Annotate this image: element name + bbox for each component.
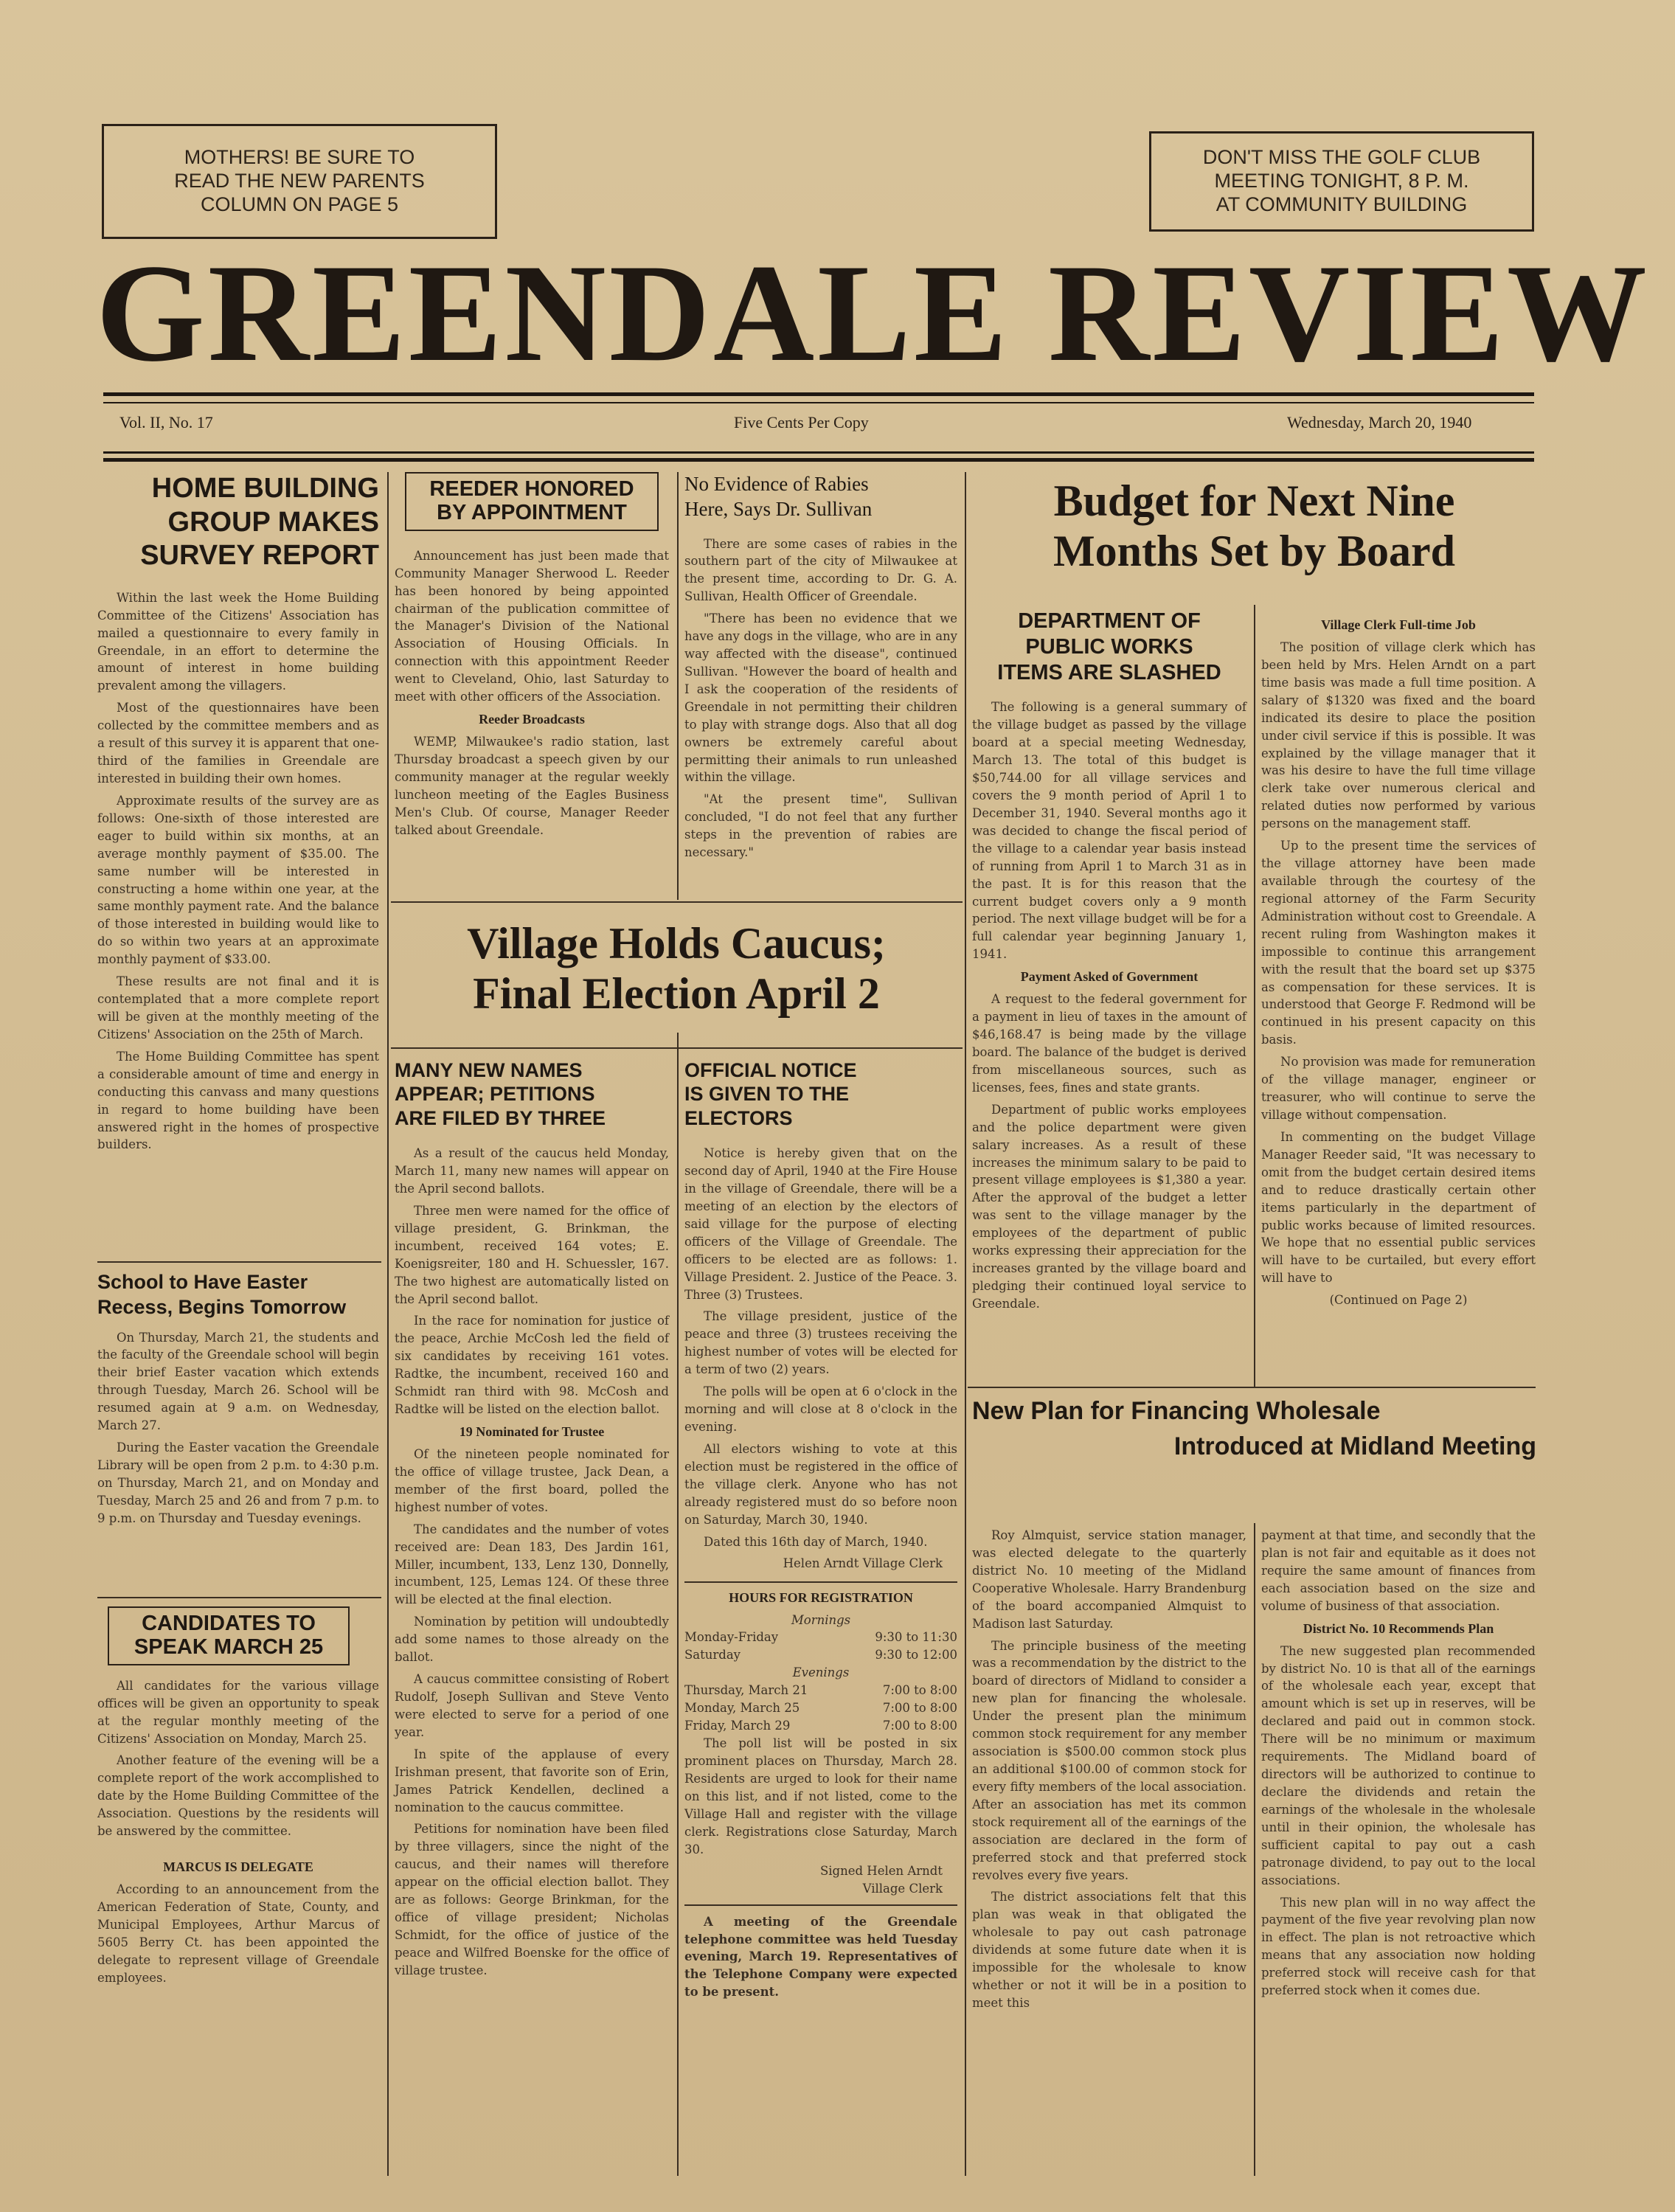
divider-col1 [387,472,389,2176]
hours-table [684,1612,957,1735]
rabies-p2: "There has been no evidence that we have any dogs in the village, who are in any way affected with the disease", continued Sullivan. "However the board of health and I ask the cooperation of the residents of Greendale in not permitting their children to play with strange dogs. Also that all dog owners be extremely careful about permitting their animals to run unleashed within the village. [684,611,957,785]
names-p7: A caucus committee consisting of Robert Rudolf, Joseph Sullivan and Steve Vento were elected to serve for a period of one year. [395,1672,669,1739]
ear-left-text: MOTHERS! BE SURE TO READ THE NEW PARENTS COLUMN ON PAGE 5 [174,146,425,215]
rule-above-hours [684,1581,957,1583]
folio-rule-bottom [103,458,1534,462]
candidates-p2: Another feature of the evening will be a complete report of the work accomplished to date by the Home Building Committee of the Association. Questions by the residents will be answered by the committee. [97,1753,379,1839]
hours-row [684,1646,957,1664]
mornings-label: Mornings [791,1612,851,1627]
divider-col2-bottom [677,1033,679,2176]
volume-number: Vol. II, No. 17 [119,413,213,431]
masthead-rule-top [103,392,1534,396]
wholesale-col2-p3: This new plan will in no way affect the payment of the five year revolving plan now in effect. The plan is not retroactive which means that any association now holding preferred stock will receive cash for that preferred stock when it comes due. [1261,1895,1536,1998]
wholesale-headline-block [972,1394,1536,1464]
candidates-headline: CANDIDATES TO SPEAK MARCH 25 [108,1606,350,1665]
ear-right-text: DON'T MISS THE GOLF CLUB MEETING TONIGHT, 8 P. M. AT COMMUNITY BUILDING [1202,146,1481,215]
marcus-p1: According to an announcement from the American Federation of State, County, and Municipal Employees, Arthur Marcus of 5605 Berry Ct. has been appointed the delegate to represent village of Greendale employees. [97,1882,379,1985]
wholesale-p3: The district associations felt that this plan was weak in that obligated the wholesale to pay out cash patronage dividends at some future date when it is impossible for the wholesale to know whether or not it will be in a position to meet this [972,1890,1246,2010]
names-p8: In spite of the applause of every Irishman present, that favorite son of Erin, James Patrick Kendellen, declined a nomination to the caucus committee. [395,1747,669,1814]
rule-above-telephone [684,1904,957,1906]
village-clerk-subhead: Village Clerk Full-time Job [1321,617,1476,632]
price: Five Cents Per Copy [734,413,869,431]
notice-p4: All electors wishing to vote at this election must be registered in the office of the village clerk. Anyone who has not already registered must do so before noon on Saturday, March 30, 1940. [684,1441,957,1527]
names-p3: In the race for nomination for justice of the peace, Archie McCosh led the field of six candidates by receiving 161 votes. Radtke, the incumbent, received 160 and Schmidt ran third with 98. McCosh and Radtke will be listed on the election ballot. [395,1314,669,1417]
home-building-p1: Within the last week the Home Building Committee of the Citizens' Association has mailed a questionnaire to every family in Greendale, in an effort to determine the amount of interest in home building prevalent among the villagers. [97,590,379,693]
masthead-rule-thin [103,402,1534,403]
notice-article [684,1058,957,2005]
home-building-p4: These results are not final and it is contemplated that a more complete report will be given at the monthly meeting of the Citizens' Association on the 25th of March. [97,974,379,1041]
rabies-p3: "At the present time", Sullivan concluded, "I do not feel that any further steps in the prevention of rabies are necessary." [684,792,957,860]
department-headline: DEPARTMENT OF PUBLIC WORKS ITEMS ARE SLASHED [997,609,1221,684]
home-building-article [97,472,379,1158]
home-building-p3: Approximate results of the survey are as follows: One-sixth of those interested are eager to build within six months, at an average monthly payment of $35.00. The same number will be interested in constructing a home within one year, at the same monthly payment rate. And the balance of those interested in building would like to do so within two years at an approximate monthly payment of $33.00. [97,793,379,967]
ear-right-box [1149,131,1534,232]
continued-note: (Continued on Page 2) [1329,1293,1468,1308]
rabies-article [684,472,957,866]
rule-under-rabies [391,901,963,903]
wholesale-p2: The principle business of the meeting was a recommendation by the district to the board of directors of Midland to consider a new plan for financing the wholesale. Under the present plan the minimum common stock requirement for any member association is $500.00 common stock plus an additional $100.00 of common stock for every fifty members of the local association. After an association has met its common stock requirement all of the earnings of the association are declared in the form of preferred stock and that preferred stock revolves every five years. [972,1638,1246,1882]
hours-title: HOURS FOR REGISTRATION [729,1589,913,1605]
notice-signature: Helen Arndt Village Clerk [783,1556,943,1571]
names-p5: The candidates and the number of votes received are: Dean 183, Des Jardin 161, Miller, incumbent, 133, Lenz 130, Donnelly, incumbent, 125, Lemas 124. Of these three will be elected at the final election. [395,1522,669,1607]
budget-col2-p1: The position of village clerk which has been held by Mrs. Helen Arndt on a part time basis was made a full time position. A salary of $1320 was fixed and the board indicated its desire to place the position under civil service if this is possible. It was explained by the village manager that it was his desire to have the full time village clerk take over numerous clerical and related duties now performed by various persons on the management staff. [1261,640,1536,831]
telephone-note: A meeting of the Greendale telephone committee was held Tuesday evening, March 19. Representatives of the Telephone Company were expected to be present. [684,1914,957,2000]
easter-p2: During the Easter vacation the Greendale Library will be open from 2 p.m. to 4:30 p.m. on Thursday, March 21, and on Monday and Tuesday, March 25 and 26 and from 7 p.m. to 9 p.m. on Thursday and Tuesday evenings. [97,1440,379,1525]
rabies-p1: There are some cases of rabies in the southern part of the city of Milwaukee at the present time, according to Dr. G. A. Sullivan, Health Officer of Greendale. [684,536,957,604]
reeder-article [395,472,669,844]
rabies-headline: No Evidence of Rabies Here, Says Dr. Sullivan [684,473,873,520]
reeder-p2: WEMP, Milwaukee's radio station, last Thursday broadcast a speech given by our community manager at the regular weekly luncheon meeting of the Eagles Business Men's Club. Of course, Manager Reeder talked about Greendale. [395,735,669,837]
notice-headline: OFFICIAL NOTICE IS GIVEN TO THE ELECTORS [684,1059,857,1129]
budget-col2-p4: In commenting on the budget Village Manager Reeder said, "It was necessary to omit from the budget certain desired items and to reduce drastically certain other items particularly in the department of public works because of limited resources. We hope that no essential public services will have to be curtailed, but every effort will have to [1261,1129,1536,1286]
notice-p2: The village president, justice of the peace and three (3) trustees receiving the highest number of votes will be elected for a term of two (2) years. [684,1309,957,1377]
reeder-headline: REEDER HONORED BY APPOINTMENT [405,472,659,531]
budget-p1: The following is a general summary of the village budget as passed by the village board at a special meeting Wednesday, March 13. The total of this budget is $50,744.00 for all village services and covers the 9 month period of April 1 to December 31, 1940. Several months ago it was decided to change the fiscal period of the village to a calendar year basis instead of running from April 1 to March 31 as in the past. It is for this reason that the current budget covers only a 9 month period. The next village budget will be for a full calendar year beginning January 1, 1941. [972,700,1246,962]
budget-headline: Budget for Next Nine Months Set by Board [1052,476,1456,576]
names-p6: Nomination by petition will undoubtedly add some names to those already on the ballot. [395,1615,669,1665]
divider-budget [1254,605,1255,1387]
hours-time: 9:30 to 12:00 [875,1648,957,1663]
hours-time: 7:00 to 8:00 [882,1719,957,1733]
home-building-p2: Most of the questionnaires have been collected by the committee members and as a result of this survey it is apparent that one-third of the families in Greendale are interested in building their own homes. [97,701,379,786]
evenings-label: Evenings [792,1665,850,1680]
district-subhead: District No. 10 Recommends Plan [1303,1620,1494,1636]
budget-p2: A request to the federal government for a payment in lieu of taxes in the amount of $46,168.47 is being made by the village board. The balance of the budget is derived from miscellaneous sources, such as licenses, fees, fines and state grants. [972,992,1246,1095]
hours-day: Monday-Friday [684,1630,779,1645]
rule-under-home-building [97,1261,381,1263]
names-p2: Three men were named for the office of village president, G. Brinkman, the incumbent, received 164 votes; E. Koenigsreiter, 180 and H. Schuessler, 167. The two highest are automatically listed on the April second ballot. [395,1203,669,1306]
issue-date: Wednesday, March 20, 1940 [1287,413,1472,431]
hours-day: Thursday, March 21 [684,1683,808,1698]
hours-day: Monday, March 25 [684,1701,800,1716]
home-building-p5: The Home Building Committee has spent a considerable amount of time and energy in conducting this canvass and many questions in regard to home building have been answered right in the homes of prospective builders. [97,1049,379,1152]
wholesale-headline-line1: New Plan for Financing Wholesale [972,1397,1381,1425]
notice-p1: Notice is hereby given that on the second day of April, 1940 at the Fire House in the village of Greendale, there will be a meeting of an election by the electors of said village for the purpose of electing officers of the Village of Greendale. The officers to be elected are as follows: 1. Village President. 2. Justice of the Peace. 3. Three (3) Trustees. [684,1146,957,1302]
divider-col2-top [677,472,679,900]
divider-col3 [965,472,966,2176]
reeder-broadcasts-subhead: Reeder Broadcasts [479,712,585,727]
hours-day: Friday, March 29 [684,1719,791,1733]
caucus-headline: Village Holds Caucus; Final Election April 2 [467,919,886,1019]
notice-signed: Signed Helen Arndt Village Clerk [819,1864,943,1896]
home-building-headline: HOME BUILDING GROUP MAKES SURVEY REPORT [140,473,379,572]
candidates-article [97,1606,379,1991]
budget-article-col2 [1261,609,1536,1308]
masthead-title: GREENDALE REVIEW [96,236,1650,391]
rule-under-caucus [391,1047,963,1049]
folio-rule-top [103,451,1534,454]
hours-row [684,1629,957,1646]
hours-time: 7:00 to 8:00 [882,1701,957,1716]
budget-col2-p2: Up to the present time the services of the village attorney have been made available through the courtesy of the regional attorney of the Farm Security Administration without cost to Greendale. A recent ruling from Washington makes it impossible to continue this arrangement with the result that the board set up $375 as compensation for these services. It is understood that George F. Redmond will be continued in his present capacity on this basis. [1261,839,1536,1047]
rule-under-budget [968,1387,1536,1388]
wholesale-headline-line2: Introduced at Midland Meeting [1173,1432,1536,1460]
names-p9: Petitions for nomination have been filed by three villagers, since the night of the caucus, and their names will therefore appear on the official election ballot. They are as follows: George Brinkman, for the office of village president; Nicholas Schmidt, for the office of justice of the peace and Wilfred Boenske for the office of village trustee. [395,1822,669,1977]
names-headline: MANY NEW NAMES APPEAR; PETITIONS ARE FILED BY THREE [395,1059,606,1129]
easter-article [97,1270,379,1532]
divider-wholesale [1254,1523,1255,2176]
reeder-p1: Announcement has just been made that Community Manager Sherwood L. Reeder has been honored by being appointed chairman of the publication committee of the Manager's Division of the National Association of Housing Officials. In connection with this appointment Reeder went to Cleveland, Ohio, last Saturday to meet with other officers of the Association. [395,548,669,704]
names-p1: As a result of the caucus held Monday, March 11, many new names will appear on the April second ballots. [395,1146,669,1196]
hours-time: 9:30 to 11:30 [875,1630,957,1645]
names-article [395,1058,669,1984]
budget-article-col1 [972,609,1246,1317]
ear-left-box [102,124,497,239]
budget-p3: Department of public works employees and the police department were given salary increases. As a result of these increases the minimum salary to be paid to present village employees is $1,380 a year. After the approval of the budget a letter was sent to the village manager by the employees of the department of public works expressing their appreciation for the increases granted by the village board and pledging their continued loyal service to Greendale. [972,1102,1246,1311]
notice-p6: The poll list will be posted in six prominent places on Thursday, March 28. Residents are urged to look for their name on this list, and if not listed, come to the Village Hall and register with the village clerk. Registrations close Saturday, March 30. [684,1736,957,1856]
rule-under-easter [97,1597,381,1598]
wholesale-article-col1 [972,1527,1246,2017]
trustee-subhead: 19 Nominated for Trustee [459,1424,605,1439]
hours-time: 7:00 to 8:00 [882,1683,957,1698]
wholesale-p1: Roy Almquist, service station manager, was elected delegate to the quarterly district No. 10 meeting of the Midland Cooperative Wholesale. Harry Brandenburg of the board accompanied Almquist to Madison last Saturday. [972,1528,1246,1631]
budget-col2-p3: No provision was made for remuneration of the village manager, engineer or treasurer, who will continue to serve the village without compensation. [1261,1055,1536,1122]
wholesale-col2-p2: The new suggested plan recommended by district No. 10 is that all of the earnings of the wholesale each year, except that amount which is set up in reserves, will be declared and paid out in common stock. There will be no minimum or maximum requirements. The Midland board of directors will be authorized to continue to declare the dividends and retain the earnings of the wholesale in the wholesale until in their opinion, the wholesale has sufficient capital to pay out a cash patronage dividend, to pay out to the local associations. [1261,1643,1536,1887]
notice-p3: The polls will be open at 6 o'clock in the morning and will close at 8 o'clock in the evening. [684,1384,957,1434]
easter-p1: On Thursday, March 21, the students and the faculty of the Greendale school will begin their brief Easter vacation which extends through Tuesday, March 26. School will be resumed again at 9 a.m. on Wednesday, March 27. [97,1330,379,1433]
wholesale-col2-p1: payment at that time, and secondly that the plan is not fair and equitable as it does not require the same amount of finances from each association based on the size and volume of business of that association. [1261,1528,1536,1613]
hours-row [684,1682,957,1699]
hours-row [684,1699,957,1717]
names-p4: Of the nineteen people nominated for the office of village trustee, Jack Dean, a member of the first board, polled the highest number of votes. [395,1447,669,1514]
payment-subhead: Payment Asked of Government [1020,969,1199,985]
easter-headline: School to Have Easter Recess, Begins Tomorrow [97,1271,347,1318]
marcus-subhead: MARCUS IS DELEGATE [163,1859,313,1875]
notice-p5: Dated this 16th day of March, 1940. [704,1534,928,1549]
hours-row [684,1717,957,1735]
candidates-p1: All candidates for the various village offices will be given an opportunity to speak at the regular monthly meeting of the Citizens' Association on Monday, March 25. [97,1678,379,1746]
wholesale-article-col2 [1261,1527,1536,2004]
hours-day: Saturday [684,1648,741,1663]
